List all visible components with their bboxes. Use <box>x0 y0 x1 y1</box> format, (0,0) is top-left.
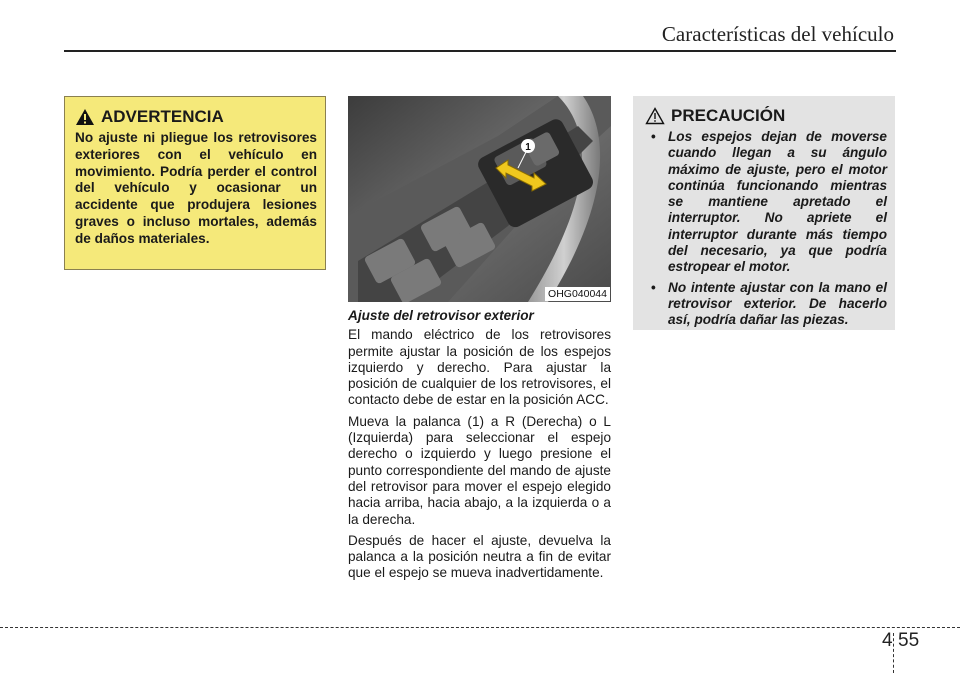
mirror-switch-illustration <box>348 96 611 302</box>
section-paragraph-3: Después de hacer el ajuste, devuelva la palanca a la posición neutra a fin de evitar que el espejo se mueva inadvertidamente. <box>348 532 611 581</box>
mirror-switch-photo <box>348 96 611 302</box>
warning-triangle-icon <box>75 108 95 126</box>
caution-list <box>645 129 887 329</box>
caution-triangle-icon <box>645 107 665 125</box>
warning-box <box>64 96 326 270</box>
warning-text: No ajuste ni pliegue los retrovisores exteriores con el vehículo en movimiento. Podría perder el control del vehículo y ocasionar un accidente que produjera lesiones graves o incluso mortales, además de daños materiales. <box>75 130 317 246</box>
caution-heading <box>645 106 887 126</box>
section-caption: Ajuste del retrovisor exterior <box>348 308 534 323</box>
header-rule <box>64 50 896 52</box>
callout-number: 1 <box>525 142 531 153</box>
page-number-separator <box>893 633 894 673</box>
mirror-adjust-section <box>348 308 611 587</box>
chapter-number: 4 <box>882 630 893 651</box>
page-number: 55 <box>898 630 920 651</box>
warning-title: ADVERTENCIA <box>101 107 224 126</box>
caution-item: • No intente ajustar con la mano el retrovisor exterior. De hacerlo así, podría dañar las piezas. <box>651 279 887 328</box>
caution-title: PRECAUCIÓN <box>671 106 786 125</box>
running-header: Características del vehículo <box>661 22 894 46</box>
section-paragraph-1: El mando eléctrico de los retrovisores permite ajustar la posición de los espejos izquierdo y derecho. Para ajustar la posición de cualquier de los retrovisores, el contacto debe de estar en la posición ACC. <box>348 327 611 408</box>
caution-box <box>633 96 895 330</box>
figure-code: OHG040044 <box>545 287 610 301</box>
warning-heading <box>75 107 317 127</box>
caution-item: • Los espejos dejan de moverse cuando llegan a su ángulo máximo de ajuste, pero el motor continúa funcionando mientras se mantiene apretado el interruptor. No apriete el interruptor durante más tiempo del necesario, ya que podría estropear el motor. <box>651 129 887 275</box>
section-paragraph-2: Mueva la palanca (1) a R (Derecha) o L (Izquierda) para seleccionar el espejo derecho o izquierdo y luego presione el punto correspondiente del mando de ajuste del retrovisor para mover el espejo elegido hacia arriba, hacia abajo, a la izquierda o a la derecha. <box>348 413 611 527</box>
footer-rule <box>0 627 960 628</box>
